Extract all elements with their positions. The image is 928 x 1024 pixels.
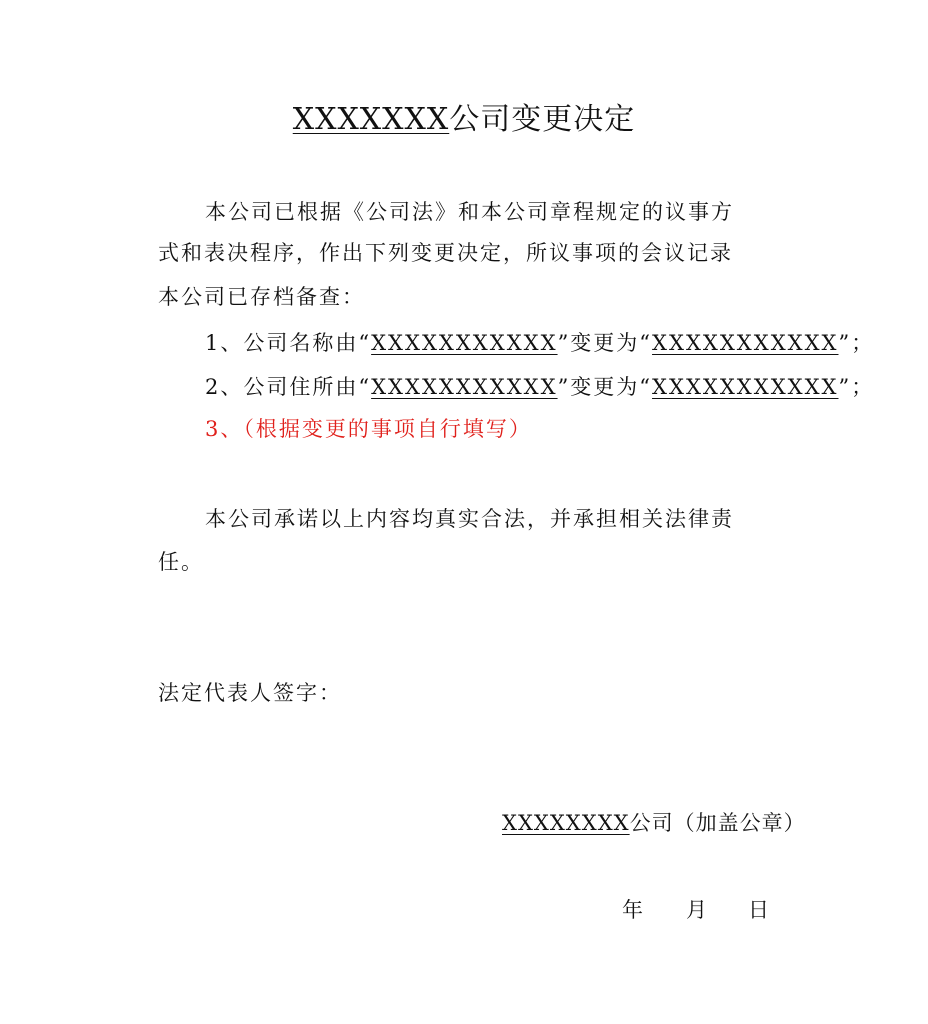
seal-company-placeholder: XXXXXXXX — [502, 811, 630, 835]
item-1-middle: ”变更为“ — [557, 331, 653, 355]
item-2-suffix: ”； — [838, 375, 875, 399]
item-1-new-value: XXXXXXXXXXX — [652, 331, 839, 355]
intro-line-1: 本公司已根据《公司法》和本公司章程规定的议事方 — [205, 200, 734, 224]
company-seal-line — [502, 808, 806, 838]
item-2-middle: ”变更为“ — [557, 375, 653, 399]
commitment-line-1: 本公司承诺以上内容均真实合法，并承担相关法律责 — [205, 507, 734, 531]
item-1-prefix: 1、公司名称由“ — [205, 331, 372, 355]
seal-suffix: 公司（加盖公章） — [629, 811, 806, 835]
date-month: 月 — [686, 898, 707, 922]
intro-line-2: 式和表决程序，作出下列变更决定，所议事项的会议记录 — [158, 241, 733, 265]
date-day: 日 — [748, 898, 769, 922]
commitment-line-2: 任。 — [158, 550, 204, 574]
item-2-prefix: 2、公司住所由“ — [205, 375, 372, 399]
change-item-3: 3、（根据变更的事项自行填写） — [205, 417, 532, 441]
title-suffix: 公司变更决定 — [449, 102, 636, 137]
change-item-1 — [205, 328, 874, 358]
item-1-suffix: ”； — [838, 331, 875, 355]
document-title — [0, 98, 928, 142]
item-1-old-value: XXXXXXXXXXX — [371, 331, 558, 355]
legal-representative-signature-label: 法定代表人签字： — [158, 681, 342, 705]
item-2-new-value: XXXXXXXXXXX — [652, 375, 839, 399]
title-company-placeholder: XXXXXXX — [292, 102, 450, 137]
date-year: 年 — [622, 898, 643, 922]
change-item-2 — [205, 372, 874, 402]
item-2-old-value: XXXXXXXXXXX — [371, 375, 558, 399]
intro-line-3: 本公司已存档备查： — [158, 285, 365, 309]
